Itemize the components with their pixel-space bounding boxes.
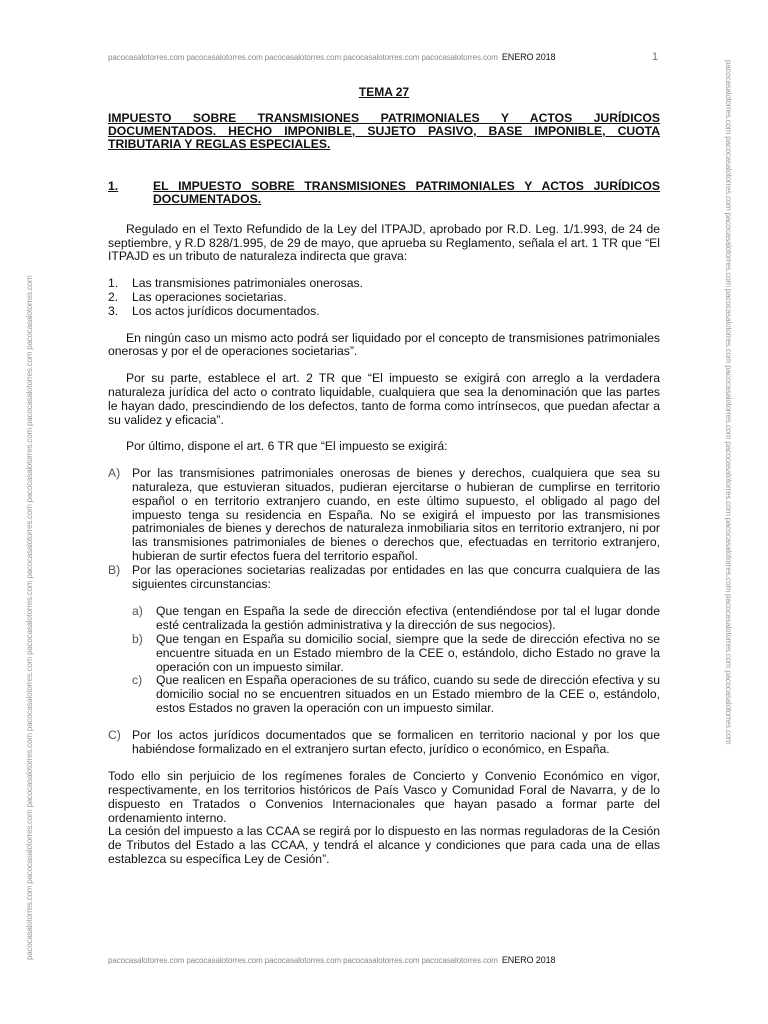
sub-list-item — [132, 674, 660, 715]
list-marker: c) — [132, 673, 143, 688]
list-item-text: Las transmisiones patrimoniales onerosas. — [132, 276, 363, 291]
paragraph: Por su parte, establece el art. 2 TR que “El impuesto se exigirá con arreglo a la verdadera naturaleza jurídica del acto o contrato liquidable, cualquiera que sea la denominación que las partes le hayan dado, prescindiendo de los defectos, tanto de forma como intrínsecos, que puedan afectar a su validez y eficacia”. — [108, 371, 660, 427]
header-watermark: pacocasalotorres.com pacocasalotorres.com pacocasalotorres.com pacocasalotorres.com pacocasalotorres.com — [108, 53, 498, 62]
header-date: ENERO 2018 — [501, 52, 556, 62]
document-heading: IMPUESTO SOBRE TRANSMISIONES PATRIMONIALES Y ACTOS JURÍDICOS DOCUMENTADOS. HECHO IMPONIBLE, SUJETO PASIVO, BASE IMPONIBLE, CUOTA TRIBUTARIA Y REGLAS ESPECIALES. — [108, 110, 660, 151]
list-marker: a) — [132, 604, 143, 619]
list-item-text: Que tengan en España la sede de dirección efectiva (entendiéndose por tal el lugar donde esté centralizada la gestión administrativa y la dirección de sus negocios). — [156, 604, 660, 633]
sub-list-item — [132, 605, 660, 633]
paragraph: Todo ello sin perjuicio de los regímenes forales de Concierto y Convenio Económico en vigor, respectivamente, en los territorios históricos de País Vasco y Comunidad Foral de Navarra, y de lo dispuesto en Tratados o Convenios Internacionales que hayan pasado a formar parte del ordenamiento interno. — [108, 769, 660, 825]
list-marker: b) — [132, 631, 143, 646]
document-body — [108, 86, 660, 867]
list-marker: C) — [108, 727, 121, 742]
list-marker: 3. — [108, 303, 119, 318]
list-item — [108, 291, 660, 305]
list-item-text: Los actos jurídicos documentados. — [132, 303, 320, 318]
paragraph: La cesión del impuesto a las CCAA se regirá por lo dispuesto en las normas reguladoras de la Cesión de Tributos del Estado a las CCAA, y tendrá el alcance y condiciones que para cada una de ellas establezca su específica Ley de Cesión”. — [108, 824, 660, 867]
list-item — [108, 564, 660, 592]
page-number: 1 — [652, 51, 659, 63]
list-marker: 2. — [108, 289, 119, 304]
footer-date: ENERO 2018 — [501, 955, 556, 965]
section-title: EL IMPUESTO SOBRE TRANSMISIONES PATRIMONIALES Y ACTOS JURÍDICOS DOCUMENTADOS. — [153, 178, 660, 206]
list-marker: B) — [108, 562, 121, 577]
footer-watermark: pacocasalotorres.com pacocasalotorres.com pacocasalotorres.com pacocasalotorres.com pacocasalotorres.com — [108, 956, 498, 965]
list-item-text: Por las operaciones societarias realizadas por entidades en las que concurra cualquiera de las siguientes circunstancias: — [132, 562, 660, 591]
sub-list — [132, 605, 660, 715]
paragraph: En ningún caso un mismo acto podrá ser liquidado por el concepto de transmisiones patrimoniales onerosas y por el de operaciones societarias”. — [108, 330, 660, 359]
document-title: TEMA 27 — [358, 85, 410, 99]
numbered-list — [108, 277, 660, 318]
list-item-text: Que tengan en España su domicilio social, siempre que la sede de dirección efectiva no se encuentre situada en un Estado miembro de la CEE o, estándolo, dicho Estado no grave la operación con un impuesto similar. — [156, 631, 660, 674]
list-marker: 1. — [108, 276, 119, 291]
page-header — [108, 52, 628, 62]
list-item-text: Por las transmisiones patrimoniales onerosas de bienes y derechos, cualquiera que sea su naturaleza, que estuvieran situados, pudieran ejercitarse o hubieran de cumplirse en territorio español o en territorio extranjero cuando, en este último supuesto, el obligado al pago del impuesto tenga su residencia en España. No se exigirá el impuesto por las transmisiones patrimoniales de bienes y derechos de naturaleza inmobiliaria sitos en territorio extranjero, ni por las transmisiones patrimoniales de bienes o derechos que, efectuadas en territorio extranjero, hubieran de surtir efectos fuera del territorio español. — [132, 466, 660, 563]
sub-list-item — [132, 633, 660, 674]
list-item — [108, 729, 660, 757]
list-item-text: Por los actos jurídicos documentados que se formalicen en territorio nacional y por los que habiéndose formalizado en el extranjero surtan efecto, jurídico o económico, en España. — [132, 727, 660, 756]
page-footer — [108, 955, 628, 965]
right-side-watermark: pacocasalotorres.com pacocasalotorres.com pacocasalotorres.com pacocasalotorres.com pacocasalotorres.com pacocasalotorres.com pacocasalotorres.com pacocasalotorres.com pacocasalotorres.com — [724, 60, 733, 745]
list-item-text: Las operaciones societarias. — [132, 289, 287, 304]
list-item-text: Que realicen en España operaciones de su tráfico, cuando su sede de dirección efectiva y su domicilio social no se encuentren situados en un Estado miembro de la CEE o, estándolo, estos Estados no graven la operación con un impuesto similar. — [156, 673, 660, 715]
list-marker: A) — [108, 466, 121, 481]
paragraph: Regulado en el Texto Refundido de la Ley del ITPAJD, aprobado por R.D. Leg. 1/1.993, de 24 de septiembre, y R.D 828/1.995, de 29 de mayo, que aprueba su Reglamento, señala el art. 1 TR que “El ITPAJD es un tributo de naturaleza indirecta que grava: — [108, 221, 660, 264]
left-side-watermark: pacocasalotorres.com pacocasalotorres.com pacocasalotorres.com pacocasalotorres.com pacocasalotorres.com pacocasalotorres.com pacocasalotorres.com pacocasalotorres.com pacocasalotorres.com — [25, 275, 34, 960]
section-number: 1. — [108, 178, 119, 193]
lettered-list — [108, 467, 660, 756]
section-heading — [108, 180, 660, 206]
paragraph: Por último, dispone el art. 6 TR que “El impuesto se exigirá: — [126, 439, 448, 454]
list-item — [108, 277, 660, 291]
list-item — [108, 467, 660, 564]
list-item — [108, 305, 660, 319]
